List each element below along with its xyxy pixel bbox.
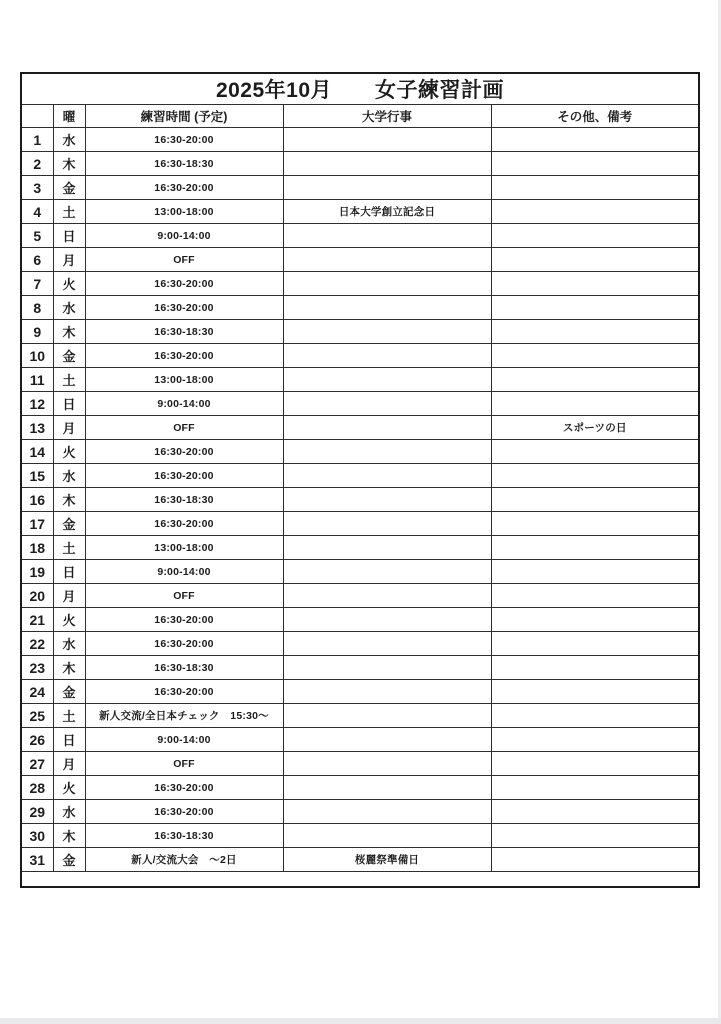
date-cell: 10 [21, 344, 53, 368]
university-event-cell [283, 704, 491, 728]
notes-cell [491, 272, 699, 296]
weekday-cell: 木 [53, 656, 85, 680]
weekday-cell: 土 [53, 704, 85, 728]
weekday-cell: 木 [53, 320, 85, 344]
university-event-cell: 日本大学創立記念日 [283, 200, 491, 224]
university-event-cell [283, 824, 491, 848]
schedule-row [21, 488, 699, 512]
practice-time-cell: 16:30-20:00 [85, 176, 283, 200]
practice-time-cell: 16:30-20:00 [85, 344, 283, 368]
weekday-cell: 日 [53, 560, 85, 584]
practice-time-cell: 新人/交流大会 ～2日 [85, 848, 283, 872]
notes-cell [491, 848, 699, 872]
university-event-cell [283, 416, 491, 440]
scan-page-bottom-edge [0, 1018, 721, 1024]
university-event-cell [283, 680, 491, 704]
schedule-row [21, 392, 699, 416]
schedule-row [21, 776, 699, 800]
notes-cell [491, 488, 699, 512]
notes-cell [491, 128, 699, 152]
weekday-cell: 金 [53, 848, 85, 872]
university-event-cell [283, 800, 491, 824]
date-cell: 30 [21, 824, 53, 848]
university-event-cell [283, 608, 491, 632]
schedule-row [21, 440, 699, 464]
schedule-row [21, 344, 699, 368]
date-cell: 31 [21, 848, 53, 872]
notes-cell [491, 320, 699, 344]
weekday-cell: 日 [53, 224, 85, 248]
practice-time-cell: 16:30-20:00 [85, 128, 283, 152]
university-event-cell [283, 512, 491, 536]
practice-time-cell: 16:30-20:00 [85, 512, 283, 536]
university-event-cell [283, 344, 491, 368]
schedule-row [21, 632, 699, 656]
weekday-cell: 月 [53, 416, 85, 440]
university-event-cell [283, 320, 491, 344]
practice-time-cell: OFF [85, 584, 283, 608]
weekday-cell: 金 [53, 512, 85, 536]
date-cell: 16 [21, 488, 53, 512]
date-cell: 27 [21, 752, 53, 776]
practice-time-cell: 13:00-18:00 [85, 200, 283, 224]
schedule-row [21, 704, 699, 728]
practice-time-cell: OFF [85, 752, 283, 776]
title-row [21, 73, 699, 105]
schedule-row [21, 800, 699, 824]
practice-time-cell: OFF [85, 248, 283, 272]
notes-cell [491, 464, 699, 488]
practice-time-cell: 16:30-20:00 [85, 464, 283, 488]
footer-empty-cell [21, 872, 699, 887]
notes-cell [491, 392, 699, 416]
schedule-row [21, 200, 699, 224]
date-cell: 22 [21, 632, 53, 656]
date-cell: 15 [21, 464, 53, 488]
university-event-cell [283, 560, 491, 584]
schedule-row [21, 416, 699, 440]
notes-cell [491, 632, 699, 656]
university-event-cell [283, 248, 491, 272]
notes-cell [491, 680, 699, 704]
practice-time-cell: 16:30-20:00 [85, 272, 283, 296]
date-cell: 12 [21, 392, 53, 416]
notes-cell [491, 776, 699, 800]
university-event-cell [283, 584, 491, 608]
practice-time-cell: 16:30-20:00 [85, 680, 283, 704]
notes-cell: スポーツの日 [491, 416, 699, 440]
notes-cell [491, 752, 699, 776]
university-event-cell [283, 728, 491, 752]
notes-cell [491, 224, 699, 248]
weekday-cell: 土 [53, 368, 85, 392]
notes-cell [491, 560, 699, 584]
practice-time-cell: 9:00-14:00 [85, 224, 283, 248]
weekday-cell: 火 [53, 440, 85, 464]
schedule-row [21, 224, 699, 248]
weekday-cell: 木 [53, 152, 85, 176]
schedule-row [21, 368, 699, 392]
notes-cell [491, 584, 699, 608]
notes-cell [491, 152, 699, 176]
practice-time-cell: 16:30-18:30 [85, 656, 283, 680]
notes-cell [491, 176, 699, 200]
notes-cell [491, 440, 699, 464]
practice-time-cell: OFF [85, 416, 283, 440]
schedule-row [21, 464, 699, 488]
schedule-row [21, 824, 699, 848]
university-event-cell [283, 752, 491, 776]
university-event-cell [283, 128, 491, 152]
header-notes-col: その他、備考 [491, 105, 699, 128]
practice-time-cell: 16:30-20:00 [85, 608, 283, 632]
notes-cell [491, 656, 699, 680]
university-event-cell [283, 224, 491, 248]
university-event-cell [283, 392, 491, 416]
weekday-cell: 火 [53, 272, 85, 296]
weekday-cell: 月 [53, 584, 85, 608]
schedule-row [21, 728, 699, 752]
date-cell: 13 [21, 416, 53, 440]
university-event-cell [283, 368, 491, 392]
date-cell: 11 [21, 368, 53, 392]
header-weekday-col: 曜 [53, 105, 85, 128]
date-cell: 9 [21, 320, 53, 344]
practice-time-cell: 9:00-14:00 [85, 560, 283, 584]
university-event-cell [283, 296, 491, 320]
practice-time-cell: 16:30-20:00 [85, 800, 283, 824]
schedule-row [21, 584, 699, 608]
schedule-row [21, 560, 699, 584]
date-cell: 19 [21, 560, 53, 584]
practice-time-cell: 16:30-18:30 [85, 824, 283, 848]
notes-cell [491, 824, 699, 848]
schedule-row [21, 608, 699, 632]
schedule-row [21, 128, 699, 152]
practice-time-cell: 9:00-14:00 [85, 392, 283, 416]
university-event-cell [283, 152, 491, 176]
empty-footer-row [21, 872, 699, 887]
university-event-cell: 桜麗祭準備日 [283, 848, 491, 872]
schedule-row [21, 320, 699, 344]
notes-cell [491, 368, 699, 392]
weekday-cell: 水 [53, 464, 85, 488]
weekday-cell: 土 [53, 536, 85, 560]
practice-time-cell: 13:00-18:00 [85, 536, 283, 560]
date-cell: 7 [21, 272, 53, 296]
notes-cell [491, 728, 699, 752]
practice-time-cell: 16:30-20:00 [85, 776, 283, 800]
weekday-cell: 土 [53, 200, 85, 224]
university-event-cell [283, 176, 491, 200]
university-event-cell [283, 536, 491, 560]
notes-cell [491, 704, 699, 728]
date-cell: 21 [21, 608, 53, 632]
notes-cell [491, 200, 699, 224]
university-event-cell [283, 464, 491, 488]
practice-time-cell: 16:30-18:30 [85, 320, 283, 344]
schedule-row [21, 152, 699, 176]
practice-time-cell: 新人交流/全日本チェック 15:30～ [85, 704, 283, 728]
date-cell: 8 [21, 296, 53, 320]
notes-cell [491, 248, 699, 272]
university-event-cell [283, 440, 491, 464]
weekday-cell: 日 [53, 392, 85, 416]
date-cell: 17 [21, 512, 53, 536]
weekday-cell: 水 [53, 128, 85, 152]
schedule-row [21, 752, 699, 776]
notes-cell [491, 296, 699, 320]
notes-cell [491, 512, 699, 536]
practice-time-cell: 9:00-14:00 [85, 728, 283, 752]
practice-time-cell: 16:30-18:30 [85, 488, 283, 512]
weekday-cell: 日 [53, 728, 85, 752]
weekday-cell: 木 [53, 488, 85, 512]
schedule-row [21, 176, 699, 200]
weekday-cell: 月 [53, 752, 85, 776]
date-cell: 20 [21, 584, 53, 608]
weekday-cell: 金 [53, 680, 85, 704]
schedule-row [21, 680, 699, 704]
page-title: 2025年10月 女子練習計画 [21, 73, 699, 105]
weekday-cell: 金 [53, 176, 85, 200]
header-date-col [21, 105, 53, 128]
weekday-cell: 水 [53, 800, 85, 824]
practice-time-cell: 16:30-20:00 [85, 440, 283, 464]
university-event-cell [283, 776, 491, 800]
date-cell: 29 [21, 800, 53, 824]
date-cell: 26 [21, 728, 53, 752]
notes-cell [491, 344, 699, 368]
weekday-cell: 火 [53, 776, 85, 800]
university-event-cell [283, 632, 491, 656]
header-practice-time-col: 練習時間 (予定) [85, 105, 283, 128]
schedule-row [21, 536, 699, 560]
date-cell: 24 [21, 680, 53, 704]
schedule-row [21, 848, 699, 872]
date-cell: 3 [21, 176, 53, 200]
weekday-cell: 水 [53, 296, 85, 320]
university-event-cell [283, 488, 491, 512]
schedule-row [21, 272, 699, 296]
university-event-cell [283, 272, 491, 296]
schedule-row [21, 656, 699, 680]
notes-cell [491, 536, 699, 560]
weekday-cell: 水 [53, 632, 85, 656]
weekday-cell: 木 [53, 824, 85, 848]
practice-plan-table [20, 72, 700, 888]
weekday-cell: 金 [53, 344, 85, 368]
date-cell: 2 [21, 152, 53, 176]
date-cell: 25 [21, 704, 53, 728]
practice-time-cell: 13:00-18:00 [85, 368, 283, 392]
weekday-cell: 火 [53, 608, 85, 632]
date-cell: 23 [21, 656, 53, 680]
university-event-cell [283, 656, 491, 680]
weekday-cell: 月 [53, 248, 85, 272]
date-cell: 6 [21, 248, 53, 272]
date-cell: 4 [21, 200, 53, 224]
schedule-row [21, 512, 699, 536]
date-cell: 14 [21, 440, 53, 464]
date-cell: 5 [21, 224, 53, 248]
table-header-row [21, 105, 699, 128]
practice-time-cell: 16:30-18:30 [85, 152, 283, 176]
schedule-row [21, 296, 699, 320]
practice-time-cell: 16:30-20:00 [85, 632, 283, 656]
date-cell: 28 [21, 776, 53, 800]
header-university-event-col: 大学行事 [283, 105, 491, 128]
practice-time-cell: 16:30-20:00 [85, 296, 283, 320]
notes-cell [491, 800, 699, 824]
practice-plan-body [21, 73, 699, 887]
date-cell: 18 [21, 536, 53, 560]
date-cell: 1 [21, 128, 53, 152]
notes-cell [491, 608, 699, 632]
schedule-row [21, 248, 699, 272]
